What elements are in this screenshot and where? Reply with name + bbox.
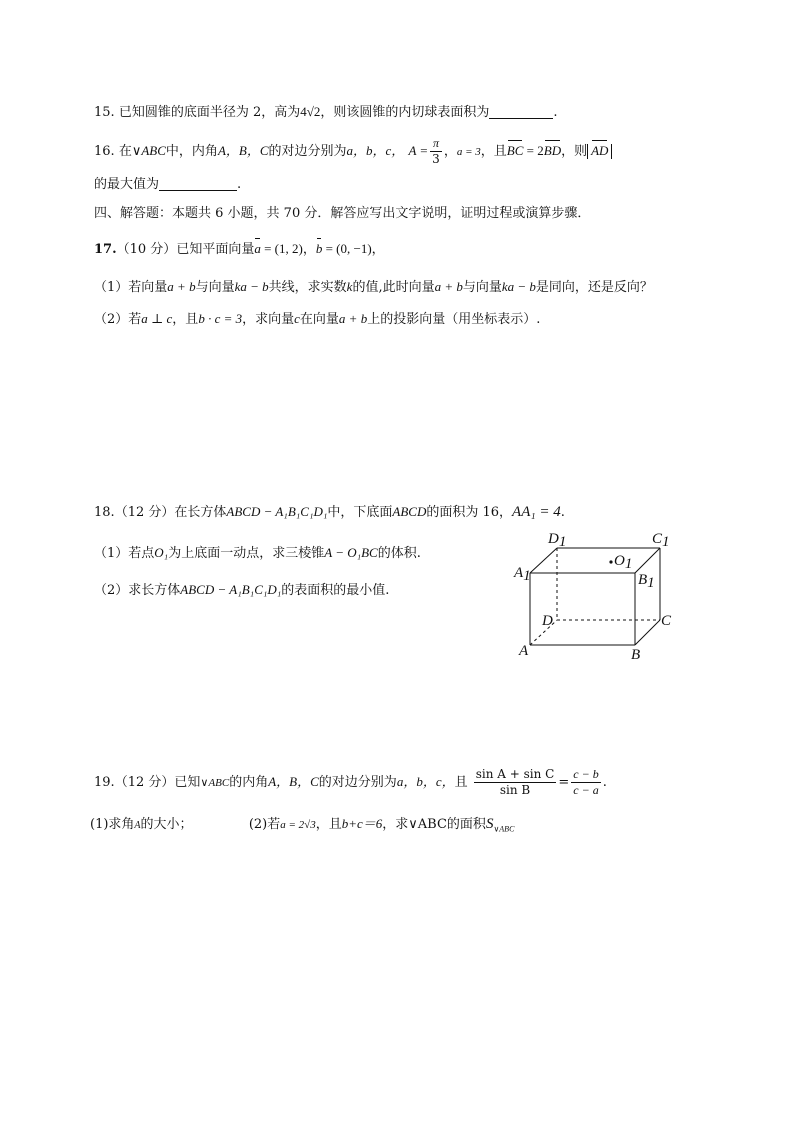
q18-text-a: 在长方体 bbox=[174, 505, 227, 520]
q17-p2-d: 在向量 bbox=[299, 312, 339, 327]
q15-text-a: 已知圆锥的底面半径为 2，高为 bbox=[118, 105, 301, 120]
q18-p1-point: O₁ bbox=[154, 545, 169, 560]
question-15 bbox=[94, 103, 558, 122]
q16-eq-a: a = 3 bbox=[456, 146, 481, 158]
q16-answer-blank[interactable] bbox=[159, 176, 237, 191]
q16-frac-num: π bbox=[430, 136, 442, 152]
q17-p2-expr: a + b bbox=[338, 311, 368, 326]
q16-text-a: 在 bbox=[118, 144, 132, 159]
q17-p1-expr3: a + b bbox=[434, 279, 463, 294]
q17-score: （10 分） bbox=[116, 242, 177, 257]
label-C1: C1 bbox=[652, 531, 670, 550]
label-B: B bbox=[631, 647, 641, 663]
q16-number: 16. bbox=[94, 144, 115, 159]
q18-p1-b: 为上底面一动点，求三棱锥 bbox=[168, 546, 325, 561]
q17-p1-c: 共线，求实数 bbox=[268, 280, 347, 295]
q16-comma: ， bbox=[443, 144, 457, 159]
q19-rhs-num: c − b bbox=[573, 767, 599, 781]
q19-p2: (2)若 bbox=[248, 817, 281, 832]
q16-vec-AD: AD bbox=[591, 143, 609, 158]
label-B1: B1 bbox=[638, 572, 655, 591]
q17-p2-b: ，且 bbox=[172, 312, 199, 327]
q18-text-b: 中，下底面 bbox=[327, 505, 393, 520]
question-18 bbox=[94, 503, 565, 522]
q16-text-d: ，且 bbox=[480, 144, 507, 159]
q18-end: . bbox=[560, 505, 565, 520]
q15-number: 15. bbox=[94, 105, 115, 120]
q16-end: . bbox=[237, 177, 242, 192]
question-19-parts bbox=[90, 815, 514, 839]
question-16-line2 bbox=[94, 176, 241, 194]
question-19 bbox=[94, 767, 607, 798]
q18-score: （12 分） bbox=[114, 505, 175, 520]
q16-text-e: ，则 bbox=[561, 144, 588, 159]
label-D1: D1 bbox=[548, 531, 567, 550]
q18-p1-pyramid: A − O₁BC bbox=[324, 545, 378, 560]
q19-angles: A，B，C bbox=[268, 774, 319, 789]
q19-p2-S: S bbox=[485, 816, 494, 832]
q16-sides: a，b，c， bbox=[346, 143, 405, 158]
q18-p2-a: 求长方体 bbox=[128, 583, 181, 598]
q17-vec-a: a bbox=[254, 241, 261, 256]
question-17-part-1 bbox=[94, 278, 653, 297]
q19-lhs-den: sin B bbox=[499, 783, 531, 797]
question-16 bbox=[94, 136, 612, 167]
edge-A1-D1 bbox=[530, 548, 557, 573]
q18-solid: ABCD − A₁B₁C₁D₁ bbox=[226, 504, 328, 519]
q16-angles: A，B，C bbox=[217, 143, 269, 158]
q19-p2-S-sub: ∨ABC bbox=[493, 824, 515, 834]
q19-p2-b: ，且 bbox=[315, 817, 342, 832]
q17-p1-expr1: a + b bbox=[167, 279, 196, 294]
q16-fraction bbox=[430, 136, 442, 167]
q18-p2-solid: ABCD − A₁B₁C₁D₁ bbox=[180, 582, 282, 597]
cuboid-figure bbox=[510, 528, 685, 663]
label-O1: O1 bbox=[614, 553, 633, 572]
q17-p1-e: 与向量 bbox=[462, 280, 502, 295]
q18-p1-c: 的体积. bbox=[377, 546, 421, 561]
q19-rhs-fraction bbox=[571, 767, 600, 798]
q19-p1: (1)求角 bbox=[90, 817, 135, 832]
q15-answer-blank[interactable] bbox=[489, 104, 553, 119]
q16-vec-BC: BC bbox=[506, 143, 524, 158]
label-D: D bbox=[542, 613, 553, 629]
q15-text-b: ，则该圆锥的内切球表面积为 bbox=[320, 105, 490, 120]
q17-p1-expr2: ka − b bbox=[234, 279, 269, 294]
q17-p2-dot: b · c = 3 bbox=[198, 311, 243, 326]
edge-C1-B1 bbox=[635, 548, 660, 573]
q18-edge: AA₁ = 4 bbox=[512, 504, 561, 520]
q17-p2-vc: c bbox=[294, 311, 300, 326]
q17-vec-b: b bbox=[315, 241, 323, 256]
q17-p1-d: 的值,此时向量 bbox=[352, 280, 435, 295]
label-A: A bbox=[519, 643, 529, 659]
q17-end: ， bbox=[371, 242, 385, 257]
q19-p1-b: 的大小； bbox=[140, 817, 193, 832]
q19-eq: = bbox=[558, 775, 570, 790]
q16-text-b: 中，内角 bbox=[165, 144, 218, 159]
q18-p1-a: 若点 bbox=[128, 546, 155, 561]
q18-p2-label: （2） bbox=[94, 583, 129, 598]
point-O1 bbox=[609, 560, 612, 563]
question-18-part-2 bbox=[94, 581, 389, 600]
q19-score: （12 分） bbox=[114, 775, 175, 790]
q18-p2-b: 的表面积的最小值. bbox=[281, 583, 390, 598]
question-17-part-2 bbox=[94, 310, 540, 329]
q16-abs bbox=[587, 144, 612, 159]
q17-p1-expr4: ka − b bbox=[501, 279, 536, 294]
q16-frac-den: 3 bbox=[432, 152, 440, 166]
q17-p2-perp: a ⊥ c bbox=[141, 311, 173, 326]
edge-B-C bbox=[635, 620, 660, 645]
label-A1: A1 bbox=[514, 565, 531, 584]
q19-sides: a，b，c， bbox=[396, 774, 455, 789]
q19-triangle: ∨ABC bbox=[200, 777, 230, 789]
q17-p2-e: 上的投影向量（用坐标表示）. bbox=[367, 312, 541, 327]
q17-val-b: = (0, −1) bbox=[322, 241, 372, 256]
q19-text-b: 的内角 bbox=[229, 775, 269, 790]
q16-text-c: 的对边分别为 bbox=[268, 144, 347, 159]
q19-lhs-fraction bbox=[474, 767, 557, 798]
q18-p1-label: （1） bbox=[94, 546, 129, 561]
q19-p2-sum: b+c＝6 bbox=[341, 816, 383, 831]
q19-number: 19. bbox=[94, 775, 115, 790]
section-4-heading: 四、解答题：本题共 6 小题，共 70 分．解答应写出文字说明，证明过程或演算步骤． bbox=[94, 206, 591, 221]
q17-p1-label: （1） bbox=[94, 280, 129, 295]
q15-end: . bbox=[553, 105, 558, 120]
q17-p1-a: 若向量 bbox=[128, 280, 168, 295]
q19-p2-c: ，求∨ABC的面积 bbox=[382, 817, 486, 832]
q19-p2-cond: a = 2√3 bbox=[280, 819, 316, 831]
q18-number: 18. bbox=[94, 505, 115, 520]
q17-val-a: = (1, 2) bbox=[260, 241, 303, 256]
q19-end: . bbox=[602, 775, 607, 790]
q17-p1-f: 是同向，还是反向？ bbox=[535, 280, 653, 295]
q19-p1-A: A bbox=[134, 820, 141, 831]
question-18-part-1 bbox=[94, 544, 421, 563]
q19-text-a: 已知 bbox=[174, 775, 201, 790]
q17-intro: 已知平面向量 bbox=[176, 242, 255, 257]
q18-text-c: 的面积为 16， bbox=[426, 505, 513, 520]
q16-vec-BD: BD bbox=[543, 143, 562, 158]
q17-p2-label: （2） bbox=[94, 312, 129, 327]
q15-height: 4√2 bbox=[300, 104, 321, 119]
q16-eq-mid: = 2 bbox=[523, 143, 544, 158]
q16-line2-text: 的最大值为 bbox=[94, 177, 160, 192]
q17-p1-b: 与向量 bbox=[195, 280, 235, 295]
q16-triangle: ∨ABC bbox=[131, 143, 166, 158]
q17-p2-a: 若 bbox=[128, 312, 142, 327]
q19-lhs-num: sin A + sin C bbox=[475, 767, 555, 781]
q16-eq-A: A = bbox=[408, 143, 429, 158]
q17-number: 17. bbox=[94, 242, 117, 257]
q19-rhs-den: c − a bbox=[573, 783, 599, 797]
q19-text-d: 且 bbox=[454, 775, 468, 790]
q17-p2-c: ，求向量 bbox=[242, 312, 295, 327]
label-C: C bbox=[661, 613, 672, 629]
q18-base: ABCD bbox=[392, 504, 427, 519]
question-17 bbox=[94, 240, 385, 259]
q19-text-c: 的对边分别为 bbox=[318, 775, 397, 790]
q17-p1-k: k bbox=[346, 279, 353, 294]
q17-sep: ， bbox=[302, 242, 316, 257]
